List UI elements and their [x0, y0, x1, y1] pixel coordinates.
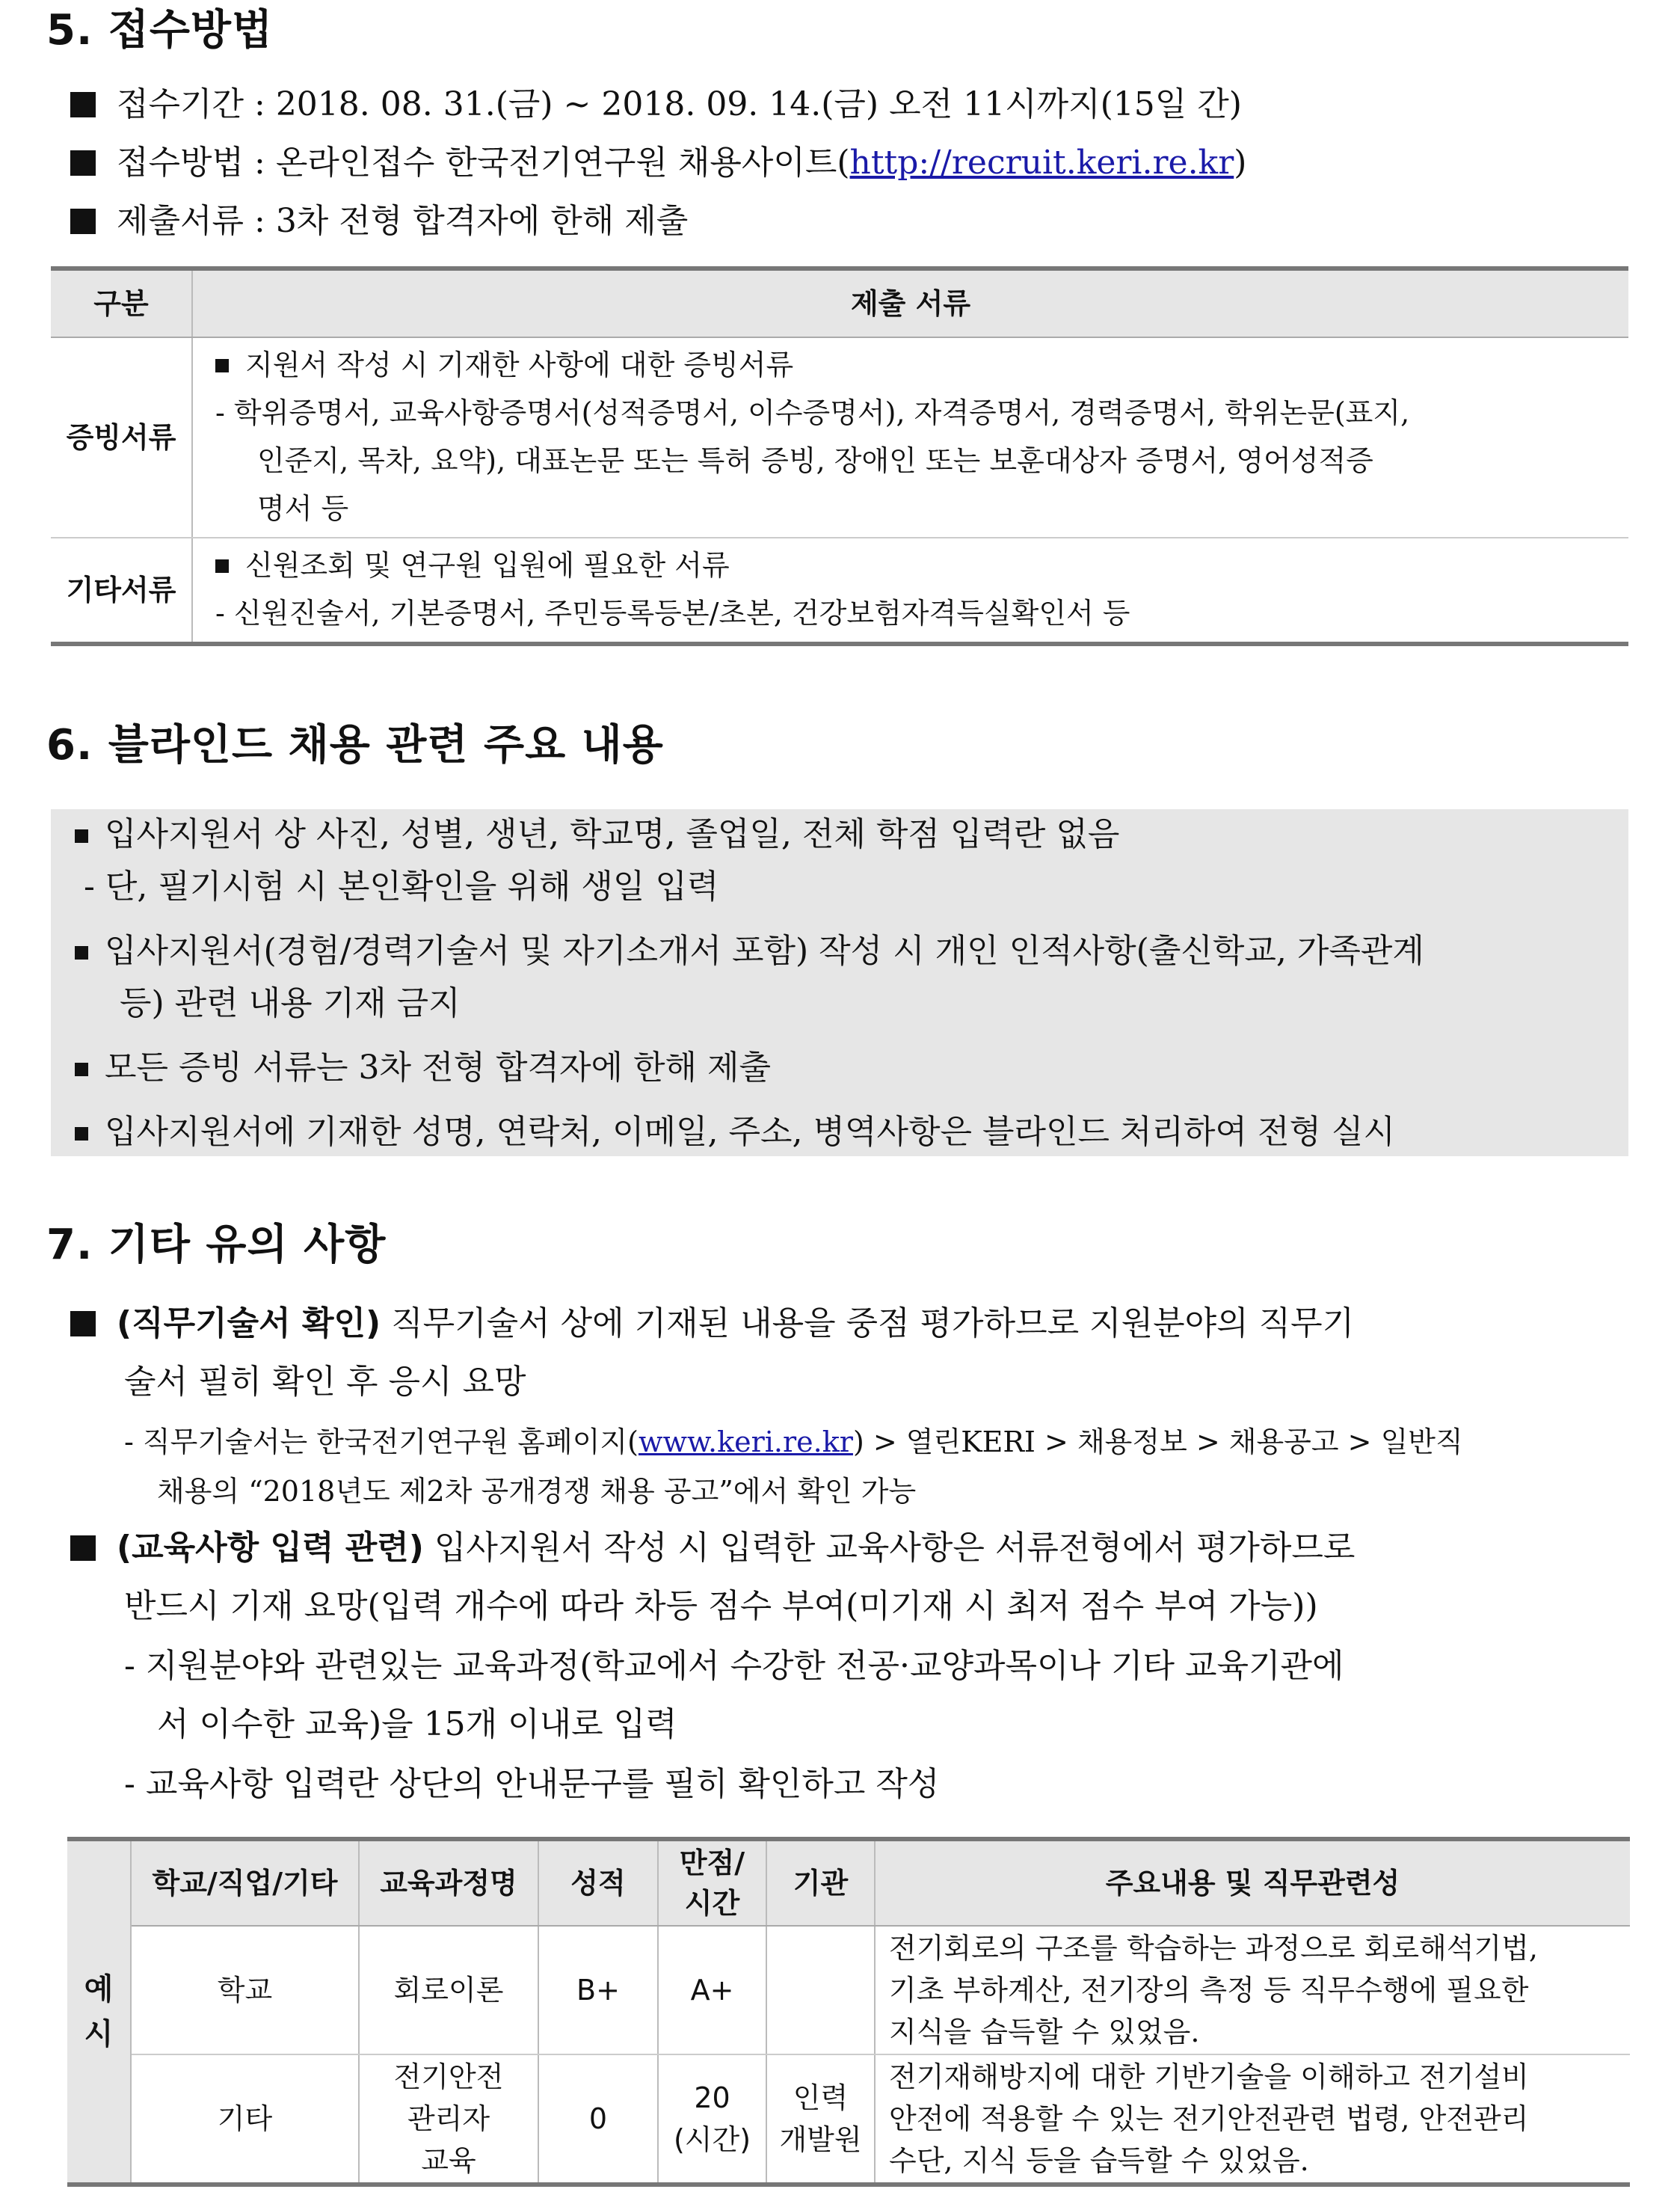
method-line: [70, 141, 1246, 185]
desc-line: 기초 부하계산, 전기장의 측정 등 직무수행에 필요한: [889, 1974, 1529, 2007]
recruit-site-link[interactable]: http://recruit.keri.re.kr: [849, 144, 1234, 182]
note-1-sub-text: ) > 열린KERI > 채용정보 > 채용공고 > 일반직: [852, 1425, 1463, 1458]
cell-course: [359, 2054, 538, 2185]
period-line: [70, 82, 1242, 127]
blind-item-1-sub: - 단, 필기시험 시 본인확인을 위해 생일 입력: [84, 868, 719, 906]
note-1-sub-2: 채용의 “2018년도 제2차 공개경쟁 채용 공고”에서 확인 가능: [157, 1475, 917, 1508]
keri-homepage-link[interactable]: www.keri.re.kr: [638, 1425, 853, 1458]
row-detail: - 신원진술서, 기본증명서, 주민등록등본/초본, 건강보험자격득실확인서 등: [215, 597, 1130, 630]
max-line: (시간): [673, 2123, 751, 2156]
row-label: 증빙서류: [51, 337, 192, 538]
blind-item-2-cont: 등) 관련 내용 기재 금지: [120, 984, 461, 1022]
col-header-max-line: 시간: [684, 1887, 740, 1920]
col-header-category: 구분: [51, 268, 192, 337]
square-bullet-icon: [70, 209, 96, 234]
square-bullet-icon: [215, 359, 229, 372]
row-content: [192, 538, 1628, 644]
method-suffix: ): [1234, 144, 1247, 182]
col-header-desc: 주요내용 및 직무관련성: [875, 1839, 1630, 1926]
square-bullet-icon: [75, 946, 88, 960]
education-example-table: [67, 1837, 1630, 2187]
docs-line: [70, 199, 688, 244]
blind-item-text: 입사지원서 상 사진, 성별, 생년, 학교명, 졸업일, 전체 학점 입력란 없음: [105, 815, 1120, 853]
square-bullet-icon: [75, 1063, 88, 1076]
desc-line: 지식을 습득할 수 있었음.: [889, 2016, 1200, 2048]
example-label-char: 시: [84, 2017, 114, 2051]
cell-desc: [875, 2054, 1630, 2185]
row-label: 기타서류: [51, 538, 192, 644]
cell-desc: [875, 1926, 1630, 2054]
cell-type: 학교: [131, 1926, 359, 2054]
org-line: 인력: [793, 2081, 849, 2114]
row-content: [192, 337, 1628, 538]
course-line: 관리자: [407, 2102, 490, 2135]
method-text: 접수방법 : 온라인접수 한국전기연구원 채용사이트(: [117, 144, 850, 182]
table-row: [67, 2054, 1630, 2185]
note-2-cont: 반드시 기재 요망(입력 개수에 따라 차등 점수 부여(미기재 시 최저 점수 부여 가능)): [124, 1587, 1318, 1625]
blind-item-text: 입사지원서에 기재한 성명, 연락처, 이메일, 주소, 병역사항은 블라인드 처리하여 전형 실시: [105, 1113, 1395, 1151]
note-1: [70, 1301, 1354, 1346]
blind-item-text: 모든 증빙 서류는 3차 전형 합격자에 한해 제출: [105, 1049, 771, 1087]
desc-line: 안전에 적용할 수 있는 전기안전관련 법령, 안전관리: [889, 2102, 1529, 2135]
example-label: [67, 1839, 131, 2185]
note-1-sub-text: - 직무기술서는 한국전기연구원 홈페이지(: [124, 1425, 639, 1458]
col-header-max: [658, 1839, 766, 1926]
square-bullet-icon: [215, 559, 229, 573]
note-1-text: 직무기술서 상에 기재된 내용을 중점 평가하므로 지원분야의 직무기: [381, 1304, 1355, 1342]
blind-item-text: 입사지원서(경험/경력기술서 및 자기소개서 포함) 작성 시 개인 인적사항(출신학교, 가족관계: [105, 932, 1424, 970]
note-2: [70, 1526, 1355, 1571]
row-head: 지원서 작성 시 기재한 사항에 대한 증빙서류: [245, 349, 794, 381]
col-header-type: 학교/직업/기타: [131, 1839, 359, 1926]
cell-type: 기타: [131, 2054, 359, 2185]
blind-item-2: [75, 929, 1424, 974]
period-text: 접수기간 : 2018. 08. 31.(금) ~ 2018. 09. 14.(금) 오전 11시까지(15일 간): [117, 85, 1242, 123]
note-2-text: 입사지원서 작성 시 입력한 교육사항은 서류전형에서 평가하므로: [423, 1529, 1356, 1567]
submission-docs-table: [51, 266, 1628, 646]
row-detail: - 학위증명서, 교육사항증명서(성적증명서, 이수증명서), 자격증명서, 경력증명서, 학위논문(표지,: [215, 396, 1410, 429]
cell-course: 회로이론: [359, 1926, 538, 2054]
square-bullet-icon: [75, 1127, 88, 1141]
note-2-sub-1b: 서 이수한 교육)을 15개 이내로 입력: [157, 1705, 677, 1743]
square-bullet-icon: [70, 1535, 96, 1561]
section-5-title: 5. 접수방법: [46, 6, 274, 55]
square-bullet-icon: [70, 150, 96, 176]
desc-line: 전기회로의 구조를 학습하는 과정으로 회로해석기법,: [889, 1932, 1538, 1965]
col-header-max-line: 만점/: [679, 1847, 745, 1879]
table-row: [51, 538, 1628, 644]
section-6-title: 6. 블라인드 채용 관련 주요 내용: [46, 721, 664, 770]
example-label-char: 예: [84, 1972, 114, 2007]
table-row: [51, 337, 1628, 538]
note-1-cont: 술서 필히 확인 후 응시 요망: [124, 1363, 526, 1401]
blind-item-1: [75, 812, 1119, 857]
col-header-org: 기관: [766, 1839, 875, 1926]
table-row: [67, 1926, 1630, 2054]
row-detail: 명서 등: [257, 492, 349, 525]
cell-grade: B+: [538, 1926, 658, 2054]
note-1-heading: (직무기술서 확인): [117, 1304, 381, 1342]
note-2-sub-2: - 교육사항 입력란 상단의 안내문구를 필히 확인하고 작성: [124, 1765, 940, 1803]
row-detail: 인준지, 목차, 요약), 대표논문 또는 특허 증빙, 장애인 또는 보훈대상자 증명서, 영어성적증: [257, 444, 1373, 477]
max-line: 20: [694, 2081, 730, 2114]
cell-org: [766, 1926, 875, 2054]
note-1-sub-1: [124, 1419, 1463, 1464]
col-header-documents: 제출 서류: [192, 268, 1628, 337]
blind-item-4: [75, 1110, 1395, 1155]
note-2-heading: (교육사항 입력 관련): [117, 1529, 424, 1567]
cell-max: A+: [658, 1926, 766, 2054]
desc-line: 전기재해방지에 대한 기반기술을 이해하고 전기설비: [889, 2060, 1529, 2093]
org-line: 개발원: [779, 2123, 862, 2156]
cell-org: [766, 2054, 875, 2185]
desc-line: 수단, 지식 등을 습득할 수 있었음.: [889, 2144, 1309, 2177]
blind-item-3: [75, 1046, 771, 1090]
square-bullet-icon: [70, 1311, 96, 1336]
cell-max: [658, 2054, 766, 2185]
course-line: 전기안전: [393, 2060, 504, 2093]
square-bullet-icon: [75, 829, 88, 843]
col-header-grade: 성적: [538, 1839, 658, 1926]
row-head: 신원조회 및 연구원 입원에 필요한 서류: [245, 549, 730, 582]
col-header-course: 교육과정명: [359, 1839, 538, 1926]
square-bullet-icon: [70, 92, 96, 117]
course-line: 교육: [421, 2144, 476, 2177]
cell-grade: 0: [538, 2054, 658, 2185]
note-2-sub-1a: - 지원분야와 관련있는 교육과정(학교에서 수강한 전공·교양과목이나 기타 교육기관에: [124, 1647, 1344, 1685]
docs-text: 제출서류 : 3차 전형 합격자에 한해 제출: [117, 202, 689, 240]
section-7-title: 7. 기타 유의 사항: [46, 1221, 387, 1269]
